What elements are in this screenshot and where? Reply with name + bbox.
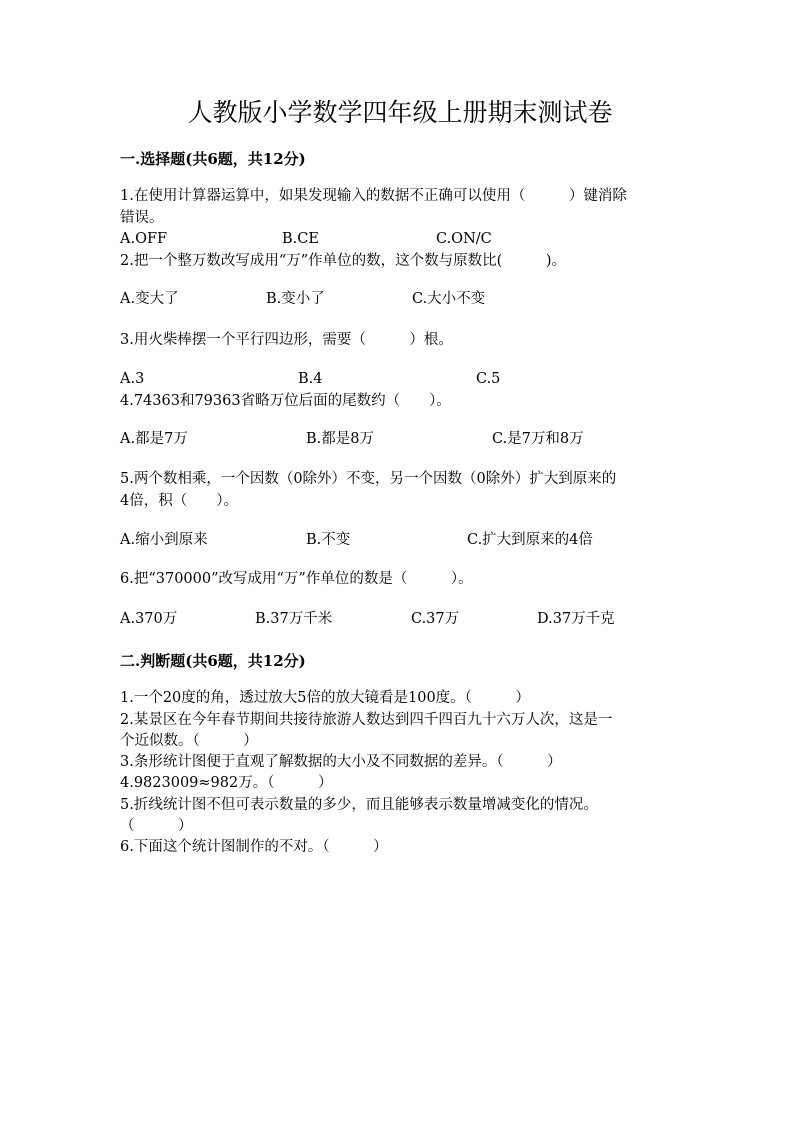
question-3-option-b: B.4 [298, 371, 323, 387]
judgement-line: 5.折线统计图不但可表示数量的多少，而且能够表示数量增减变化的情况。 [120, 797, 598, 813]
question-6-line1: 6.把“370000”改写成用“万”作单位的数是（ ）。 [120, 571, 473, 587]
judgement-line: 4.9823009≈982万。（ ） [120, 775, 333, 791]
question-3-line1: 3.用火柴棒摆一个平行四边形，需要（ ）根。 [120, 332, 453, 348]
question-6-option-c: C.37万 [411, 611, 460, 627]
question-5-option-b: B.不变 [306, 532, 351, 548]
question-1-option-c: C.ON/C [436, 231, 492, 247]
judgement-line: 个近似数。（ ） [120, 733, 258, 749]
question-6-option-d: D.37万千克 [537, 611, 615, 627]
question-3-option-c: C.5 [476, 371, 501, 387]
question-1-line2: 错误。 [120, 210, 164, 226]
judgement-line: （ ） [120, 818, 193, 834]
question-5-option-a: A.缩小到原来 [120, 532, 208, 548]
judgement-line: 6.下面这个统计图制作的不对。（ ） [120, 839, 388, 855]
section-heading-judgement: 二.判断题(共6题，共12分) [120, 652, 306, 670]
question-2-option-b: B.变小了 [266, 291, 325, 307]
section-heading-choice: 一.选择题(共6题，共12分) [120, 150, 306, 168]
question-1-option-a: A.OFF [120, 231, 168, 247]
question-1-line1: 1.在使用计算器运算中，如果发现输入的数据不正确可以使用（ ）键消除 [120, 188, 627, 204]
judgement-line: 2.某景区在今年春节期间共接待旅游人数达到四千四百九十六万人次，这是一 [120, 712, 613, 728]
question-6-option-a: A.370万 [120, 611, 178, 627]
question-2-option-c: C.大小不变 [412, 291, 486, 307]
question-6-option-b: B.37万千米 [255, 611, 333, 627]
question-5-option-c: C.扩大到原来的4倍 [467, 532, 593, 548]
question-5-line2: 4倍，积（ ）。 [120, 493, 238, 509]
question-5-line1: 5.两个数相乘，一个因数（0除外）不变，另一个因数（0除外）扩大到原来的 [120, 471, 617, 487]
question-2-option-a: A.变大了 [120, 291, 179, 307]
question-3-option-a: A.3 [120, 371, 145, 387]
judgement-line: 1.一个20度的角，透过放大5倍的放大镜看是100度。（ ） [120, 690, 530, 706]
judgement-line: 3.条形统计图便于直观了解数据的大小及不同数据的差异。（ ） [120, 754, 562, 770]
question-4-line1: 4.74363和79363省略万位后面的尾数约（ ）。 [120, 393, 451, 409]
question-2-line1: 2.把一个整万数改写成用“万”作单位的数，这个数与原数比( )。 [120, 253, 566, 269]
question-4-option-c: C.是7万和8万 [492, 431, 584, 447]
question-4-option-a: A.都是7万 [120, 431, 188, 447]
page-title: 人教版小学数学四年级上册期末测试卷 [187, 98, 613, 127]
question-4-option-b: B.都是8万 [306, 431, 374, 447]
question-1-option-b: B.CE [282, 231, 319, 247]
